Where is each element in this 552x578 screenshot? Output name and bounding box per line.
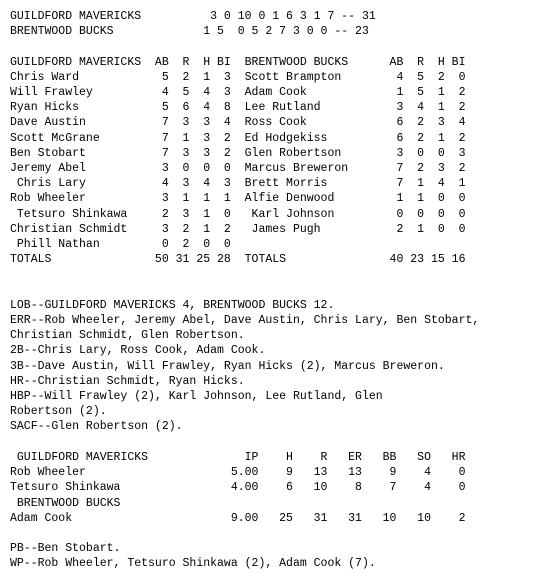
score-line: Tetsuro Shinkawa 4.00 6 10 8 7 4 0 bbox=[10, 481, 466, 495]
score-line: Chris Lary 4 3 4 3 Brett Morris 7 1 4 1 bbox=[10, 177, 466, 191]
score-line: Ryan Hicks 5 6 4 8 Lee Rutland 3 4 1 2 bbox=[10, 101, 466, 115]
score-line: 2B--Chris Lary, Ross Cook, Adam Cook. bbox=[10, 344, 266, 358]
score-line: Phill Nathan 0 2 0 0 bbox=[10, 238, 231, 252]
score-line: Jeremy Abel 3 0 0 0 Marcus Breweron 7 2 3 2 bbox=[10, 162, 466, 176]
score-line: HBP--Will Frawley (2), Karl Johnson, Lee Rutland, Glen bbox=[10, 390, 383, 404]
score-line: 3B--Dave Austin, Will Frawley, Ryan Hicks (2), Marcus Breweron. bbox=[10, 359, 445, 373]
score-line: Christian Schmidt 3 2 1 2 James Pugh 2 1 0 0 bbox=[10, 222, 466, 236]
score-line: Tetsuro Shinkawa 2 3 1 0 Karl Johnson 0 0 0 0 bbox=[10, 207, 466, 221]
score-line: WP--Rob Wheeler, Tetsuro Shinkawa (2), Adam Cook (7). bbox=[10, 557, 376, 571]
score-line: ERR--Rob Wheeler, Jeremy Abel, Dave Austin, Chris Lary, Ben Stobart, bbox=[10, 314, 480, 328]
score-line: Rob Wheeler 5.00 9 13 13 9 4 0 bbox=[10, 466, 466, 480]
score-line: GUILDFORD MAVERICKS IP H R ER BB SO HR bbox=[10, 450, 466, 464]
score-line: GUILDFORD MAVERICKS AB R H BI BRENTWOOD BUCKS AB R H BI bbox=[10, 55, 466, 69]
score-line: HR--Christian Schmidt, Ryan Hicks. bbox=[10, 374, 245, 388]
score-line: SACF--Glen Robertson (2). bbox=[10, 420, 183, 434]
score-line: Adam Cook 9.00 25 31 31 10 10 2 bbox=[10, 511, 466, 525]
score-line: PB--Ben Stobart. bbox=[10, 542, 121, 556]
score-line: Will Frawley 4 5 4 3 Adam Cook 1 5 1 2 bbox=[10, 86, 466, 100]
score-line: Robertson (2). bbox=[10, 405, 107, 419]
score-line: Chris Ward 5 2 1 3 Scott Brampton 4 5 2 0 bbox=[10, 70, 466, 84]
score-line: TOTALS 50 31 25 28 TOTALS 40 23 15 16 bbox=[10, 253, 466, 267]
score-line: GUILDFORD MAVERICKS 3 0 10 0 1 6 3 1 7 -- 31 bbox=[10, 10, 376, 23]
score-line: Rob Wheeler 3 1 1 1 Alfie Denwood 1 1 0 0 bbox=[10, 192, 466, 206]
score-line: BRENTWOOD BUCKS bbox=[10, 496, 121, 510]
score-line: Ben Stobart 7 3 3 2 Glen Robertson 3 0 0 3 bbox=[10, 146, 466, 160]
score-line: BRENTWOOD BUCKS 1 5 0 5 2 7 3 0 0 -- 23 bbox=[10, 25, 369, 39]
score-line: Scott McGrane 7 1 3 2 Ed Hodgekiss 6 2 1 2 bbox=[10, 131, 466, 145]
score-line: Christian Schmidt, Glen Robertson. bbox=[10, 329, 245, 343]
score-line: Dave Austin 7 3 3 4 Ross Cook 6 2 3 4 bbox=[10, 116, 466, 130]
score-line: LOB--GUILDFORD MAVERICKS 4, BRENTWOOD BUCKS 12. bbox=[10, 298, 335, 312]
